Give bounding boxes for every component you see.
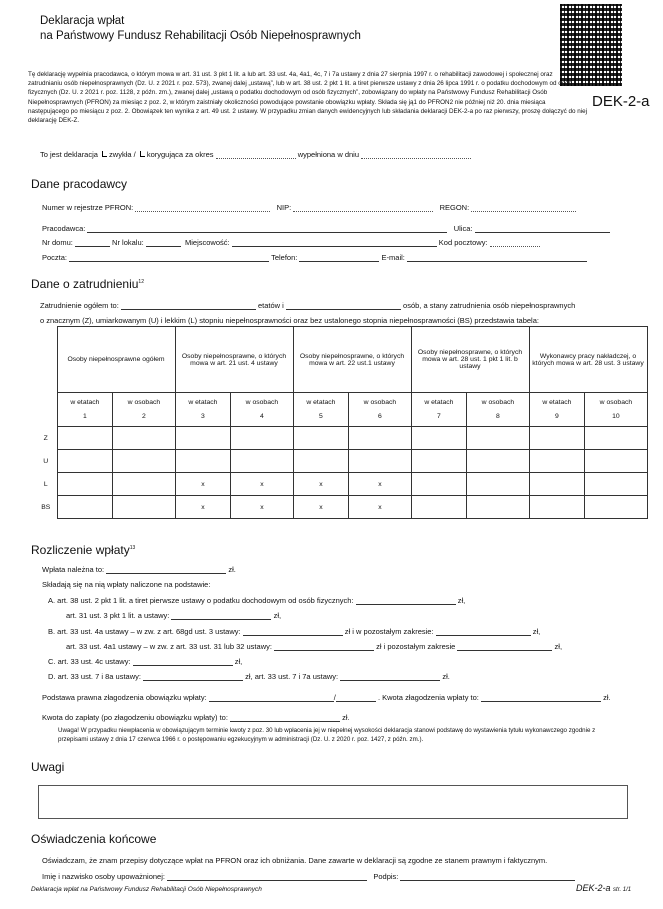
total-persons-field[interactable] [286, 302, 401, 310]
street-field[interactable] [475, 225, 610, 233]
regular-checkbox[interactable] [102, 151, 107, 157]
to-pay-field[interactable] [230, 714, 340, 722]
period-field[interactable] [216, 151, 296, 159]
fill-date-field[interactable] [361, 151, 471, 159]
header-art21: Osoby niepełnosprawne, o których mowa w art. 21 ust. 4 ustawy [175, 327, 293, 393]
employment-table: Osoby niepełnosprawne ogółem Osoby niepełnosprawne, o których mowa w art. 21 ust. 4 ustawy Osoby niepełnosprawne, o których mowa w art. 22 ust.1 ustawy Osoby niepełnosprawne, o których mowa w art. 28 ust. 1 pkt 1 lit. b ustawy Wykonawcy pracy nakładczej, o których mowa w art. 28 ust. 3 ustawy w etatach 1 w osobach 2 w etatach 3 w osobach 4 w etatach 5 w osobach 6 w etatach 7 w osobach 8 w etatach 9 w osobach 10 Z U L x x x x BS x x x x [35, 326, 648, 519]
section-notes: Uwagi [31, 760, 65, 774]
section-employment: Dane o zatrudnieniu$^{12}$ [31, 277, 144, 291]
house-no-field[interactable] [75, 239, 110, 247]
header-outworkers: Wykonawcy pracy nakładczej, o których mowa w art. 28 ust. 3 ustawy [529, 327, 647, 393]
section-employer: Dane pracodawcy [31, 177, 128, 191]
signature-field[interactable] [400, 873, 575, 881]
email-field[interactable] [407, 254, 587, 262]
footer-right: DEK-2-a str. 1/1 [576, 883, 632, 893]
header-art28: Osoby niepełnosprawne, o których mowa w art. 28 ust. 1 pkt 1 lit. b ustawy [411, 327, 529, 393]
employment-total-line: Zatrudnienie ogółem to: etatów i osób, a stany zatrudnienia osób niepełnosprawnych [40, 301, 576, 310]
warning-note: Uwaga! W przypadku niewpłacenia w obowiązującym terminie kwoty z poz. 30 lub wpłacenia jej w niepełnej wysokości deklaracja stanowi podstawę do wystawienia tytułu wykonawczego zgodnie z przepisami ustawy z dnia 17 czerwca 1966 r. o postępowaniu egzekucyjnym w administracji (Dz. U. z 2020 r. poz. 1427, z późn. zm.). [58, 727, 596, 743]
employer-row-2: Pracodawca: Ulica: [42, 224, 610, 233]
notes-box[interactable] [38, 785, 628, 819]
table-row: BS x x x x [35, 496, 647, 519]
employer-name-field[interactable] [87, 225, 447, 233]
footer-left: Deklaracja wpłat na Państwowy Fundusz Rehabilitacji Osób Niepełnosprawnych [31, 886, 262, 893]
section-settlement: Rozliczenie wpłaty$^{13}$ [31, 543, 136, 557]
employment-line-2: o znacznym (Z), umiarkowanym (U) i lekkim (L) stopniu niepełnosprawności oraz bez ustalonego stopnia niepełnosprawności (BS) przedstawia tabela: [40, 316, 539, 325]
line-a2: art. 31 ust. 3 pkt 1 lit. a ustawy: zł, [66, 611, 282, 620]
phone-field[interactable] [299, 254, 379, 262]
post-office-field[interactable] [69, 254, 269, 262]
section-final: Oświadczenia końcowe [31, 832, 157, 846]
employer-row-1: Numer w rejestrze PFRON: NIP: REGON: [42, 203, 576, 212]
due-amount-field[interactable] [106, 566, 226, 574]
postal-code-field[interactable] [490, 239, 540, 247]
employer-row-4: Poczta: Telefon: E-mail: [42, 253, 587, 262]
employer-row-3: Nr domu: Nr lokalu: Miejscowość: Kod pocztowy: [42, 238, 540, 247]
form-code: DEK-2-a [592, 93, 650, 110]
table-row: L x x x x [35, 473, 647, 496]
consists-line: Składają się na nią wpłaty naliczone na podstawie: [42, 580, 211, 589]
intro-text: Tę deklarację wypełnia pracodawca, o którym mowa w art. 31 ust. 3 pkt 1 lit. a lub art. 33 ust. 4a, 4a1, 4c, 7 i 7a ustawy z dnia 27 sierpnia 1997 r. o rehabilitacji zawodowej i społecznej oraz zatrudnianiu osób niepełnosprawnych (Dz. U. z 2021 r. poz. 573), zwanej dalej „ustawą”, lub w art. 38 ust. 2 pkt 1 lit. a tiret pierwsze ustawy z dnia 26 lipca 1991 r. o podatku dochodowym od osób fizycznych (Dz. U. z 2021 r. poz. 1128, z późn. zm.), zwanej dalej „ustawą o podatku dochodowym od osób fizycznych”, zobowiązany do wpłaty na Państwowy Fundusz Rehabilitacji Osób Niepełnosprawnych (PFRON) za miesiąc z poz. 2, w którym zaistniały okoliczności powodujące powstanie obowiązku wpłaty. Składa się ją1 do PFRON2 nie później niż 20. dnia miesiąca następującego po miesiącu z poz. 2. Obowiązek ten wynika z art. 49 ust. 2 ustawy. W przypadku zmian danych ewidencyjnych lub składania deklaracji DEK-2-a po raz pierwszy, proszę dołączyć do niej deklarację DEK-Z. [28, 71, 588, 125]
document-title: Deklaracja wpłat na Państwowy Fundusz Rehabilitacji Osób Niepełnosprawnych [40, 15, 361, 42]
total-fte-field[interactable] [121, 302, 256, 310]
line-a1: A. art. 38 ust. 2 pkt 1 lit. a tiret pierwsze ustawy o podatku dochodowym od osób fizycznych: zł, [48, 596, 466, 605]
nip-field[interactable] [293, 204, 433, 212]
declaration-type-line: To jest deklaracja zwykła / korygująca za okres wypełniona w dniu [40, 150, 471, 159]
corrective-checkbox[interactable] [140, 151, 145, 157]
city-field[interactable] [232, 239, 437, 247]
line-c: C. art. 33 ust. 4c ustawy: zł, [48, 657, 243, 666]
signature-line: Imię i nazwisko osoby upoważnionej: Podpis: [42, 872, 575, 881]
table-row: U [35, 450, 647, 473]
line-b1: B. art. 33 ust. 4a ustawy – w zw. z art. 68gd ust. 3 ustawy: zł i w pozostałym zakresie: zł, [48, 627, 541, 636]
authorized-name-field[interactable] [167, 873, 367, 881]
line-b2: art. 33 ust. 4a1 ustawy – w zw. z art. 33 ust. 31 lub 32 ustawy: zł i pozostałym zakresie zł, [66, 642, 563, 651]
table-row: Z [35, 427, 647, 450]
pfron-number-field[interactable] [135, 204, 270, 212]
header-total: Osoby niepełnosprawne ogółem [57, 327, 175, 393]
flat-no-field[interactable] [146, 239, 181, 247]
final-statement: Oświadczam, że znam przepisy dotyczące wpłat na PFRON oraz ich obniżania. Dane zawarte w deklaracji są zgodne ze stanem prawnym i faktycznym. [42, 856, 548, 865]
to-pay-line: Kwota do zapłaty (po złagodzeniu obowiązku wpłaty) to: zł. [42, 713, 350, 722]
line-d: D. art. 33 ust. 7 i 8a ustawy: zł, art. 33 ust. 7 i 7a ustawy: zł. [48, 672, 450, 681]
header-art22: Osoby niepełnosprawne, o których mowa w art. 22 ust.1 ustawy [293, 327, 411, 393]
due-line: Wpłata należna to: zł. [42, 565, 236, 574]
regon-field[interactable] [471, 204, 576, 212]
basis-line: Podstawa prawna złagodzenia obowiązku wpłaty: / . Kwota złagodzenia wpłaty to: zł. [42, 693, 611, 702]
